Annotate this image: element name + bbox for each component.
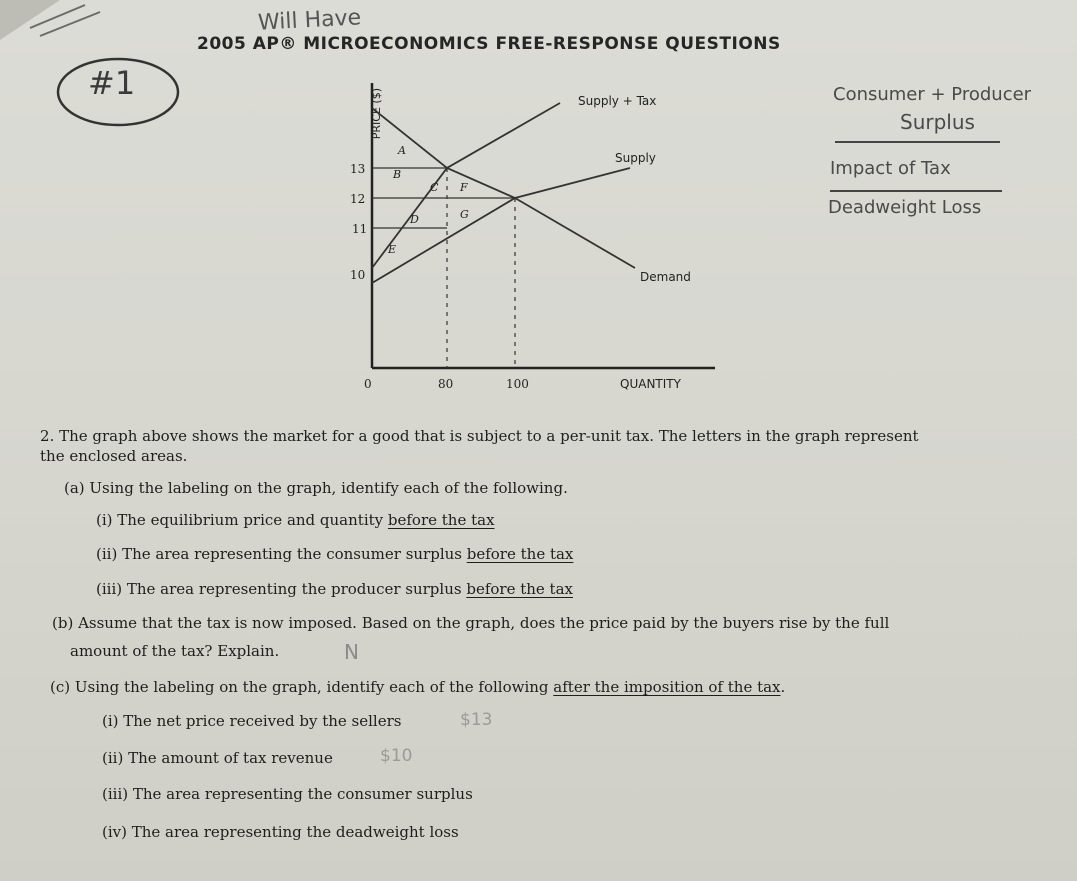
divider <box>835 141 1000 143</box>
page-corner-decoration <box>0 0 120 60</box>
demand-label: Demand <box>640 270 691 284</box>
x-tick-80: 80 <box>438 377 454 391</box>
page-title: 2005 AP® MICROECONOMICS FREE-RESPONSE QUESTIONS <box>197 34 781 54</box>
y-tick-13: 13 <box>350 162 366 176</box>
y-axis-label: PRICE ($) <box>370 88 383 140</box>
part-c-text: (c) Using the labeling on the graph, identify each of the following <box>50 678 554 696</box>
area-g: G <box>460 208 469 221</box>
part-c: (c) Using the labeling on the graph, identify each of the following after the imposition of the tax. <box>50 678 786 696</box>
part-a-ii-text: (ii) The area representing the consumer surplus <box>96 545 467 563</box>
part-c-ii-answer: $10 <box>380 746 413 766</box>
part-c-iv: (iv) The area representing the deadweight loss <box>102 823 459 841</box>
x-tick-100: 100 <box>506 377 529 391</box>
margin-note-circle <box>50 52 190 134</box>
side-note-3: Impact of Tax <box>830 158 951 179</box>
handwritten-note: Will Have <box>257 5 362 36</box>
supply-label: Supply <box>615 151 656 165</box>
part-c-underlined: after the imposition of the tax <box>553 678 781 696</box>
divider <box>830 190 1002 192</box>
y-tick-10: 10 <box>350 268 366 282</box>
area-f: F <box>460 181 468 194</box>
question-intro-cont: the enclosed areas. <box>40 447 188 465</box>
area-c: C <box>430 181 439 194</box>
part-a-i <box>96 511 495 529</box>
part-a-iii-underlined: before the tax <box>466 580 573 598</box>
part-a-iii-text: (iii) The area representing the producer surplus <box>96 580 467 598</box>
x-axis-label: QUANTITY <box>620 377 681 391</box>
part-b-answer: N <box>344 640 359 664</box>
x-tick-0: 0 <box>364 377 372 391</box>
part-c-i-answer: $13 <box>460 710 493 730</box>
part-b: (b) Assume that the tax is now imposed. Based on the graph, does the price paid by the buyers rise by the full <box>52 614 890 632</box>
y-tick-11: 11 <box>352 222 368 236</box>
question-intro: 2. The graph above shows the market for a good that is subject to a per-unit tax. The letters in the graph represent <box>40 427 919 445</box>
part-a-ii-underlined: before the tax <box>466 545 574 563</box>
part-a-iii <box>96 580 573 598</box>
part-a-ii <box>96 545 573 563</box>
part-c-i: (i) The net price received by the sellers <box>102 712 402 730</box>
area-b: B <box>393 168 402 181</box>
supply-demand-graph <box>330 78 750 398</box>
margin-note: #1 <box>88 64 136 102</box>
area-d: D <box>410 213 419 226</box>
part-c-iii: (iii) The area representing the consumer surplus <box>102 785 473 803</box>
supply-tax-label: Supply + Tax <box>578 94 657 108</box>
part-a: (a) Using the labeling on the graph, identify each of the following. <box>64 479 568 497</box>
part-c-ii: (ii) The amount of tax revenue <box>102 749 333 767</box>
area-a: A <box>398 144 406 157</box>
side-note-2: Surplus <box>900 110 975 134</box>
area-e: E <box>388 243 397 256</box>
side-note-1: Consumer + Producer <box>833 84 1032 105</box>
side-note-4: Deadweight Loss <box>828 197 982 218</box>
part-a-i-text: (i) The equilibrium price and quantity <box>96 511 388 529</box>
demand-line <box>372 108 635 268</box>
part-b-cont: amount of the tax? Explain. <box>70 642 280 660</box>
y-tick-12: 12 <box>350 192 366 206</box>
part-a-i-underlined: before the tax <box>387 511 495 529</box>
